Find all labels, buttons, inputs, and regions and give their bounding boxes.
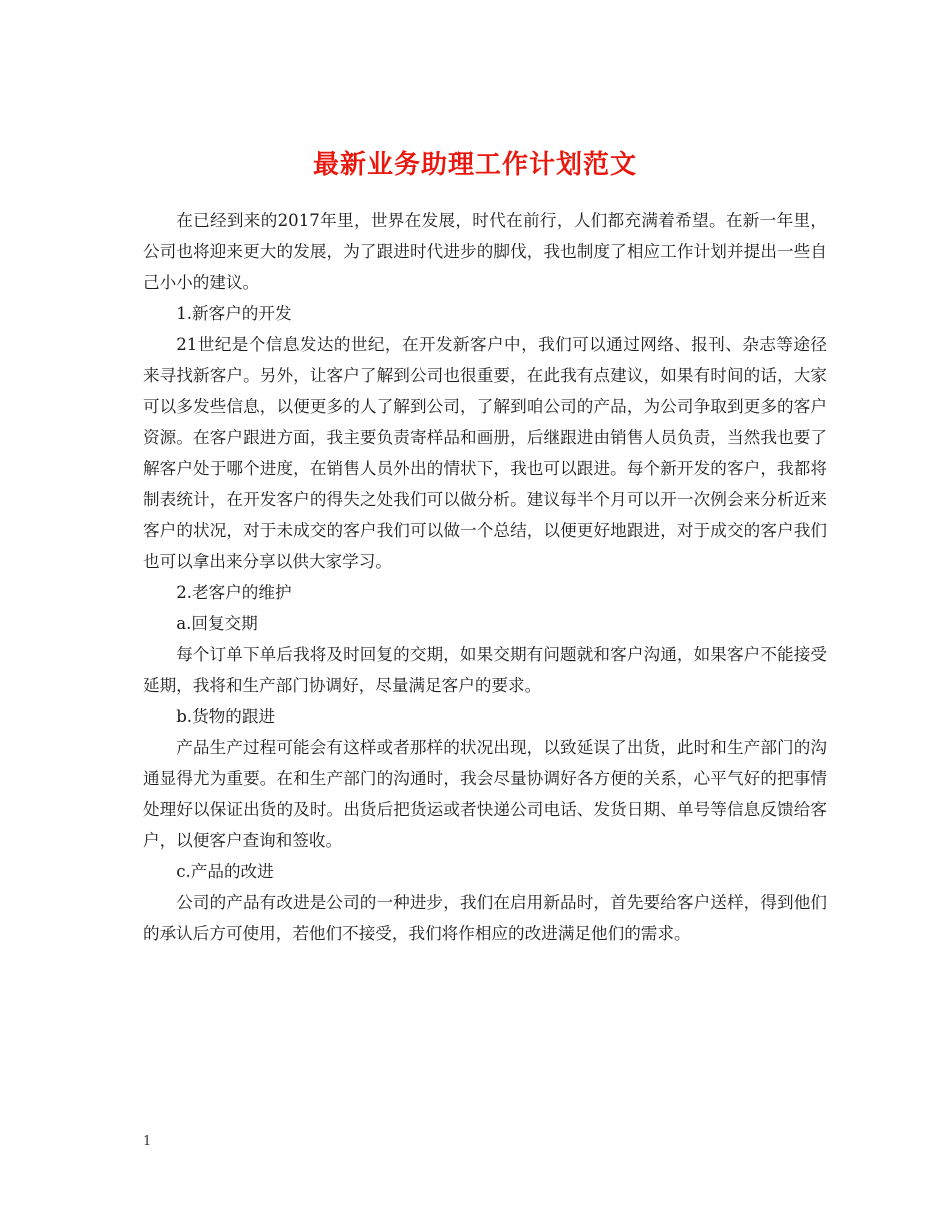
subheading-goods-followup: b.货物的跟进 — [176, 707, 276, 726]
page-number: 1 — [143, 1134, 152, 1149]
paragraph-goods-followup: 产品生产过程可能会有这样或者那样的状况出现，以致延误了出货，此时和生产部门的沟通显得尤为重要。在和生产部门的沟通时，我会尽量协调好各方便的关系，心平气好的把事情处理好以保证出货的及时。出货后把货运或者快递公司电话、发货日期、单号等信息反馈给客户，以便客户查询和签收。 — [143, 738, 827, 850]
subheading-product-improvement: c.产品的改进 — [176, 862, 274, 881]
paragraph-intro: 在已经到来的2017年里，世界在发展，时代在前行，人们都充满着希望。在新一年里，公司也将迎来更大的发展，为了跟进时代进步的脚伐，我也制度了相应工作计划并提出一些自己小小的建议。 — [143, 211, 827, 292]
subheading-delivery-reply: a.回复交期 — [176, 614, 258, 633]
heading-new-customers: 1.新客户的开发 — [176, 304, 292, 323]
heading-existing-customers: 2.老客户的维护 — [176, 583, 292, 602]
paragraph-delivery-reply: 每个订单下单后我将及时回复的交期，如果交期有问题就和客户沟通，如果客户不能接受延期，我将和生产部门协调好，尽量满足客户的要求。 — [143, 645, 827, 695]
document-body — [143, 205, 827, 949]
paragraph-product-improvement: 公司的产品有改进是公司的一种进步，我们在启用新品时，首先要给客户送样，得到他们的承认后方可使用，若他们不接受，我们将作相应的改进满足他们的需求。 — [143, 893, 827, 943]
paragraph-new-customers: 21世纪是个信息发达的世纪，在开发新客户中，我们可以通过网络、报刊、杂志等途径来寻找新客户。另外，让客户了解到公司也很重要，在此我有点建议，如果有时间的话，大家可以多发些信息，以便更多的人了解到公司，了解到咱公司的产品，为公司争取到更多的客户资源。在客户跟进方面，我主要负责寄样品和画册，后继跟进由销售人员负责，当然我也要了解客户处于哪个进度，在销售人员外出的情状下，我也可以跟进。每个新开发的客户，我都将制表统计，在开发客户的得失之处我们可以做分析。建议每半个月可以开一次例会来分析近来客户的状况，对于未成交的客户我们可以做一个总结，以便更好地跟进，对于成交的客户我们也可以拿出来分享以供大家学习。 — [143, 335, 827, 571]
document-title: 最新业务助理工作计划范文 — [312, 150, 637, 181]
